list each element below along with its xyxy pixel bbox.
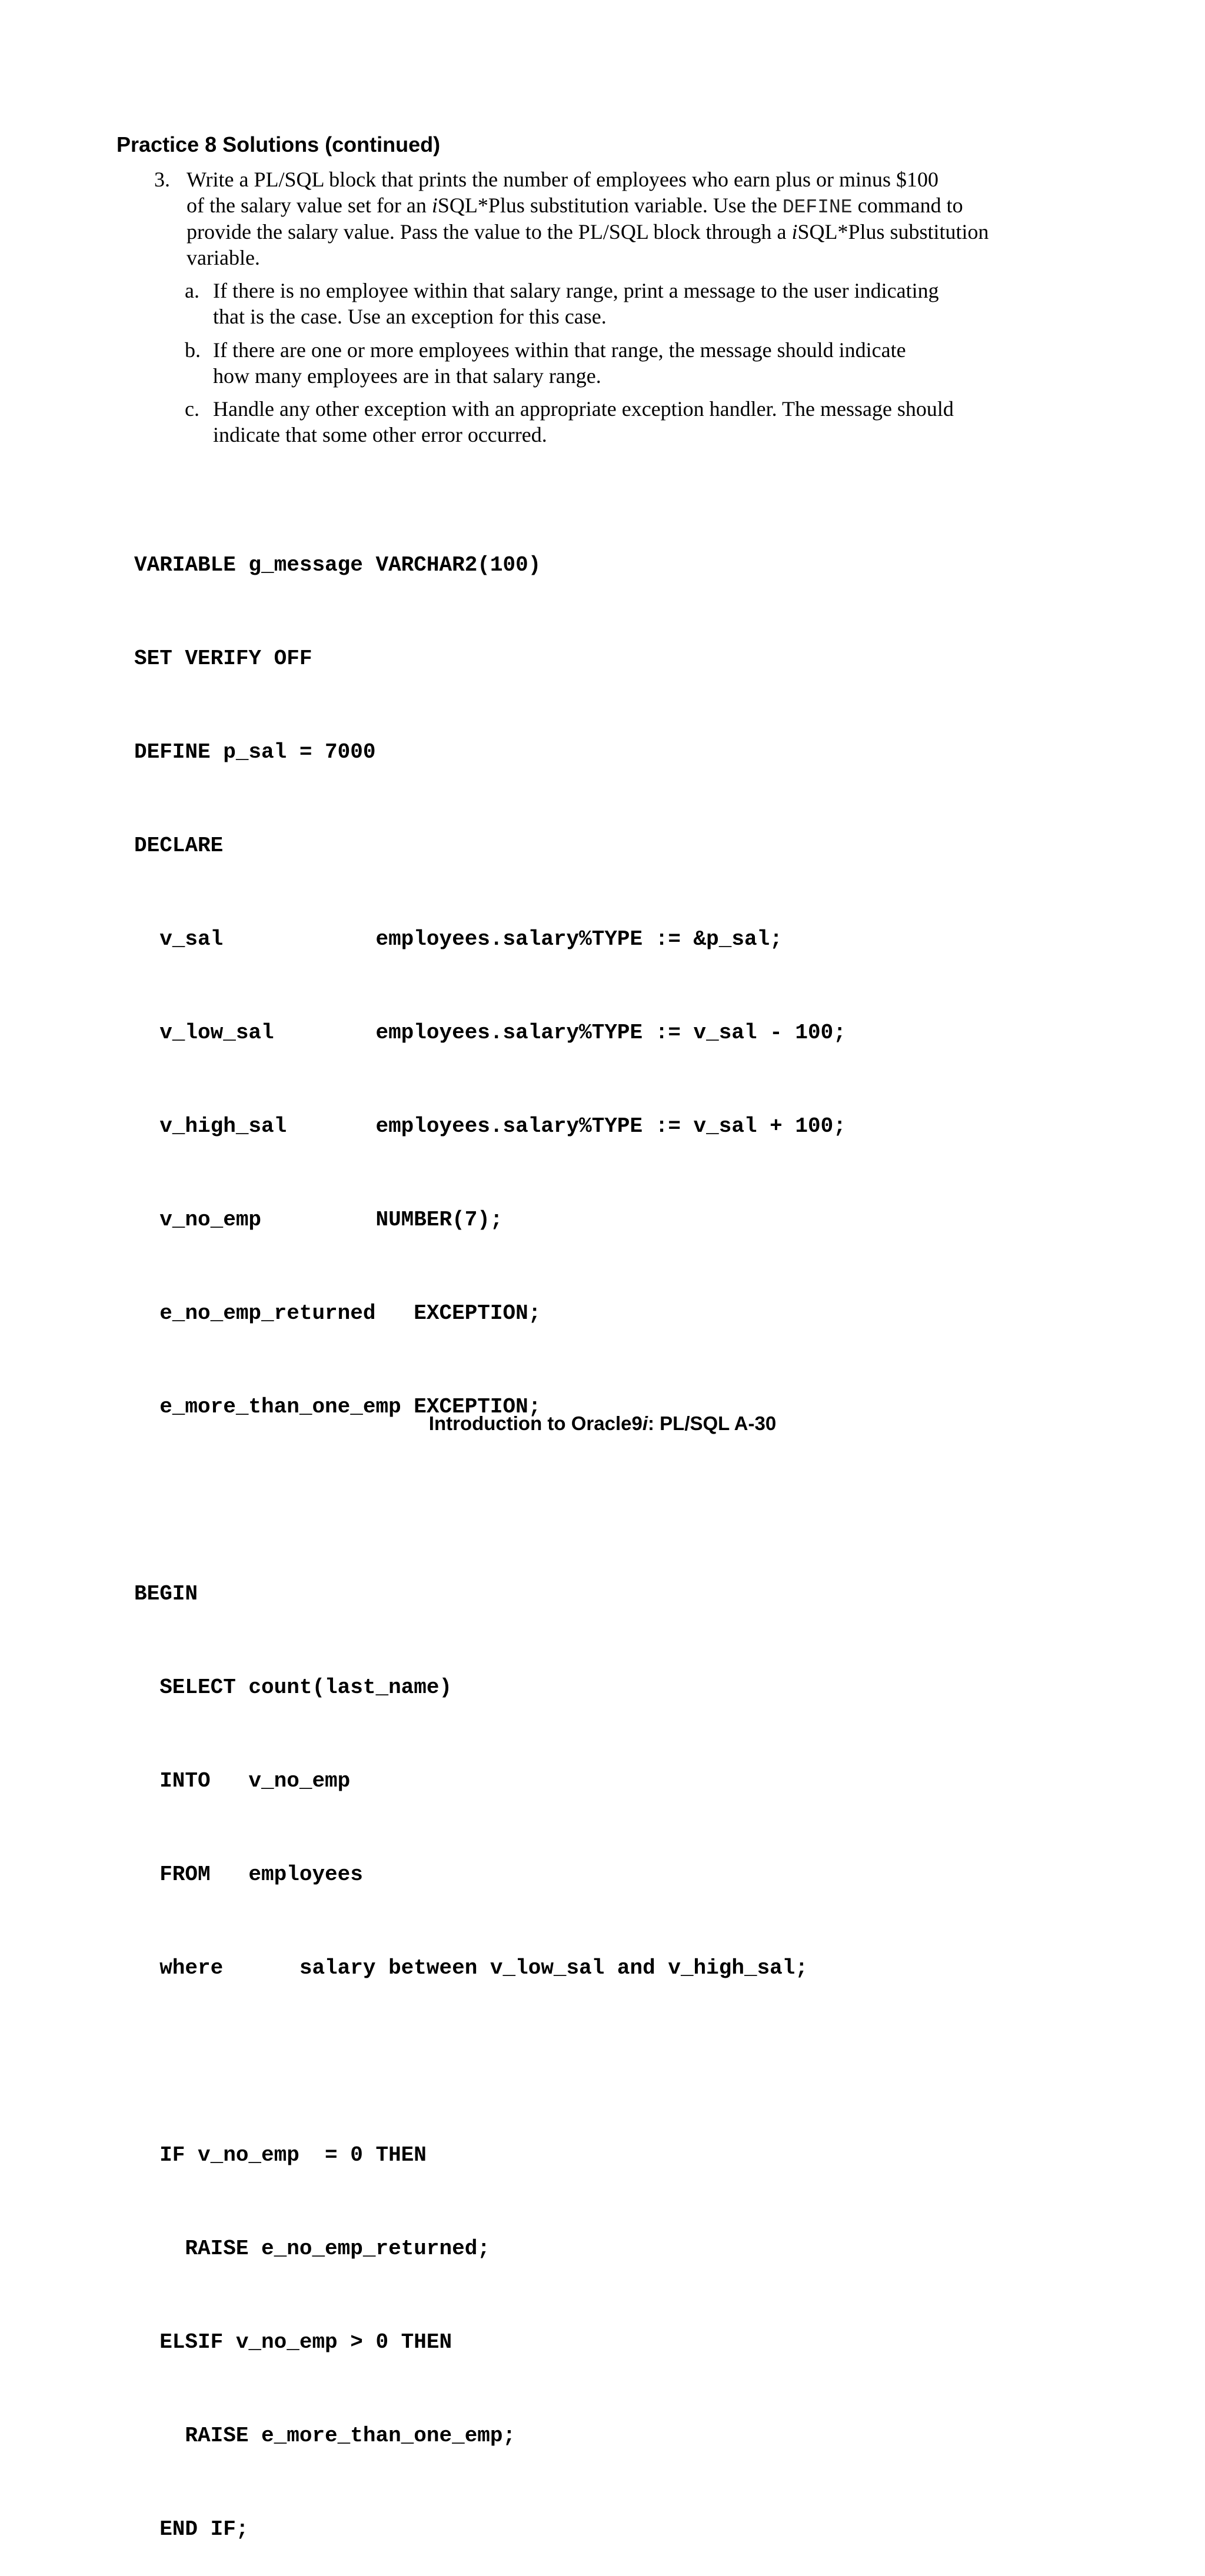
code-line: e_no_emp_returned EXCEPTION;: [134, 1301, 541, 1325]
subtask-line: If there are one or more employees within that range, the message should indicate: [213, 338, 906, 362]
subtask-line: indicate that some other error occurred.: [213, 423, 547, 446]
task-line-2: [187, 192, 963, 221]
code-line: IF v_no_emp = 0 THEN: [134, 2143, 427, 2167]
code-line: END IF;: [134, 2517, 249, 2541]
code-line: BEGIN: [134, 1582, 198, 1606]
page-footer: [0, 1412, 1205, 1435]
code-line: VARIABLE g_message VARCHAR2(100): [134, 553, 541, 577]
task-text: Write a PL/SQL block that prints the number of employees who earn plus or minus $100: [187, 168, 938, 191]
subtask-letter: b.: [185, 338, 201, 362]
subtask-line: that is the case. Use an exception for this case.: [213, 305, 607, 328]
task-text: SQL*Plus substitution: [797, 220, 989, 244]
code-line: v_low_sal employees.salary%TYPE := v_sal - 100;: [134, 1021, 846, 1045]
code-line: SET VERIFY OFF: [134, 647, 312, 671]
code-line: ELSIF v_no_emp > 0 THEN: [134, 2330, 452, 2354]
task-line-3: [187, 219, 989, 245]
subtask-letter: a.: [185, 279, 199, 302]
code-line: DECLARE: [134, 834, 224, 858]
subtask-letter: c.: [185, 397, 199, 421]
code-line: v_sal employees.salary%TYPE := &p_sal;: [134, 927, 783, 951]
footer-text: Introduction to Oracle9: [428, 1412, 643, 1434]
code-line: RAISE e_no_emp_returned;: [134, 2237, 490, 2261]
code-line: RAISE e_more_than_one_emp;: [134, 2424, 516, 2448]
italic-i: i: [431, 194, 438, 217]
code-line: SELECT count(last_name): [134, 1675, 452, 1699]
code-block: [134, 487, 846, 2576]
code-line: e_more_than_one_emp EXCEPTION;: [134, 1395, 541, 1419]
page-title: Practice 8 Solutions (continued): [116, 132, 441, 156]
code-line: v_high_sal employees.salary%TYPE := v_sal + 100;: [134, 1114, 846, 1138]
task-text: provide the salary value. Pass the value to the PL/SQL block through a: [187, 220, 792, 244]
define-keyword: DEFINE: [782, 196, 853, 218]
subtask-line: Handle any other exception with an appropriate exception handler. The message should: [213, 397, 954, 421]
italic-i: i: [791, 220, 798, 244]
subtask-line: If there is no employee within that salary range, print a message to the user indicating: [213, 279, 939, 302]
code-line: INTO v_no_emp: [134, 1769, 351, 1793]
footer-italic-i: i: [642, 1412, 648, 1434]
task-text: SQL*Plus substitution variable. Use the: [437, 194, 783, 217]
task-text: of the salary value set for an: [187, 194, 432, 217]
subtask-line: how many employees are in that salary range.: [213, 364, 601, 388]
code-line: [134, 2046, 846, 2077]
code-line: [134, 1485, 846, 1516]
task-number: 3.: [154, 168, 170, 191]
task-line-4: variable.: [187, 246, 260, 269]
footer-page-ref: : PL/SQL A-30: [648, 1412, 777, 1434]
code-line: FROM employees: [134, 1862, 363, 1887]
code-line: DEFINE p_sal = 7000: [134, 740, 376, 764]
task-text: command to: [852, 194, 963, 217]
task-line-1: [187, 166, 938, 192]
code-line: v_no_emp NUMBER(7);: [134, 1208, 503, 1232]
code-line: where salary between v_low_sal and v_high_sal;: [134, 1956, 808, 1980]
